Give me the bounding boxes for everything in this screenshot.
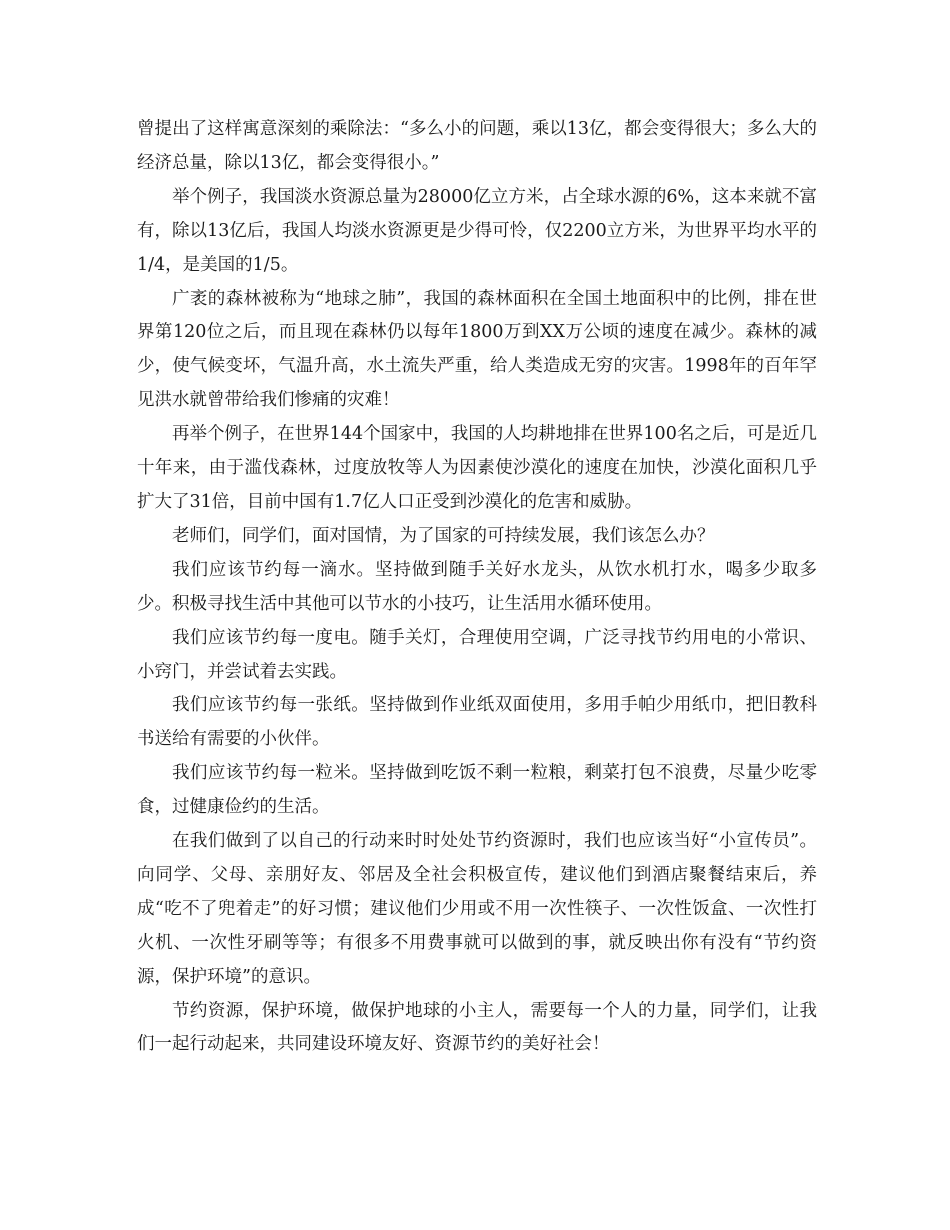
paragraph: 我们应该节约每一粒米。坚持做到吃饭不剩一粒粮，剩菜打包不浪费，尽量少吃零食，过健康俭约的生活。 [137,763,817,818]
paragraph: 再举个例子，在世界144个国家中，我国的人均耕地排在世界100名之后，可是近几十年来，由于滥伐森林，过度放牧等人为因素使沙漠化的速度在加快，沙漠化面积几乎扩大了31倍，目前中国有1.7亿人口正受到沙漠化的危害和威胁。 [137,424,817,512]
paragraph: 我们应该节约每一张纸。坚持做到作业纸双面使用，多用手帕少用纸巾，把旧教科书送给有需要的小伙伴。 [137,695,817,750]
paragraph: 在我们做到了以自己的行动来时时处处节约资源时，我们也应该当好“小宣传员”。向同学、父母、亲朋好友、邻居及全社会积极宣传，建议他们到酒店聚餐结束后，养成“吃不了兜着走”的好习惯；建议他们少用或不用一次性筷子、一次性饭盒、一次性打火机、一次性牙刷等等；有很多不用费事就可以做到的事，就反映出你有没有“节约资源，保护环境”的意识。 [137,831,817,987]
paragraph: 举个例子，我国淡水资源总量为28000亿立方米，占全球水源的6%，这本来就不富有，除以13亿后，我国人均淡水资源更是少得可怜，仅2200立方米，为世界平均水平的1/4，是美国的1/5。 [137,186,817,275]
paragraph: 广袤的森林被称为“地球之肺”，我国的森林面积在全国土地面积中的比例，排在世界第120位之后，而且现在森林仍以每年1800万到XX万公顷的速度在减少。森林的减少，使气候变坏，气温升高，水土流失严重，给人类造成无穷的灾害。1998年的百年罕见洪水就曾带给我们惨痛的灾难！ [137,288,817,411]
paragraph: 节约资源，保护环境，做保护地球的小主人，需要每一个人的力量，同学们，让我们一起行动起来，共同建设环境友好、资源节约的美好社会！ [137,1000,817,1055]
paragraph: 我们应该节约每一度电。随手关灯，合理使用空调，广泛寻找节约用电的小常识、小窍门，并尝试着去实践。 [137,627,817,682]
document-body [137,113,817,1062]
paragraph: 我们应该节约每一滴水。坚持做到随手关好水龙头，从饮水机打水，喝多少取多少。积极寻找生活中其他可以节水的小技巧，让生活用水循环使用。 [137,559,817,614]
paragraph: 曾提出了这样寓意深刻的乘除法：“多么小的问题，乘以13亿，都会变得很大；多么大的经济总量，除以13亿，都会变得很小。” [137,119,817,173]
paragraph: 老师们，同学们，面对国情，为了国家的可持续发展，我们该怎么办？ [172,525,715,546]
